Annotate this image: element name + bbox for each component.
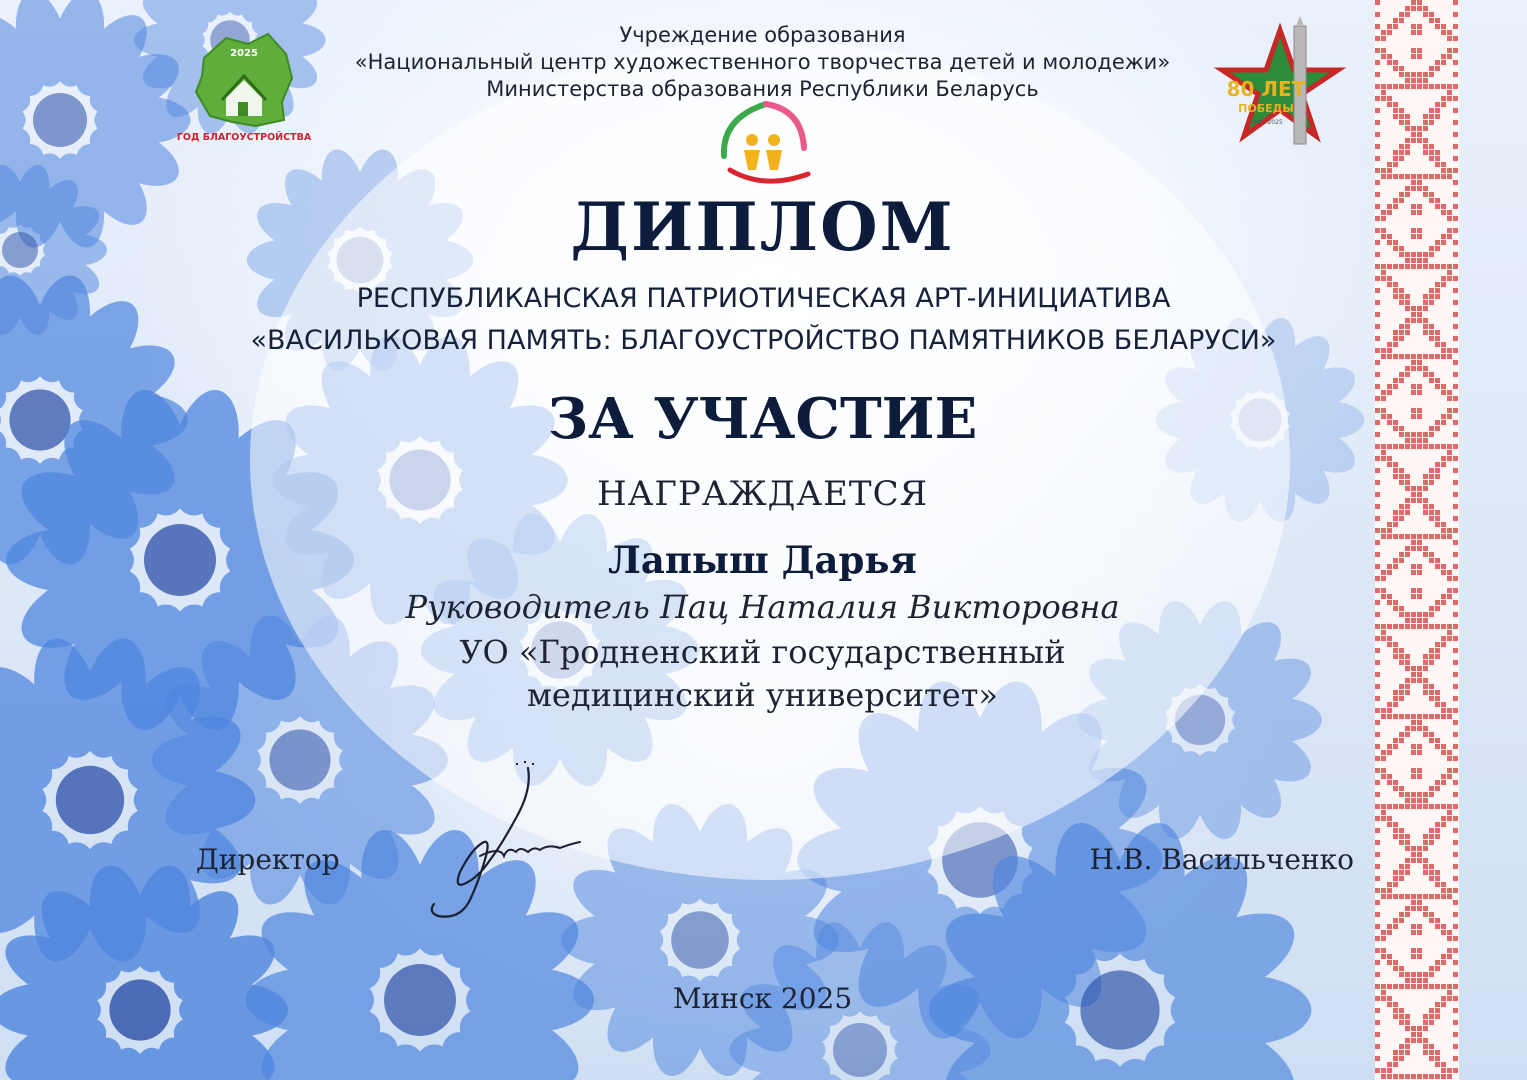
logo-years-text: 1945–2025 [1249,119,1283,126]
logo-victory-text: ПОБЕДЫ [1238,102,1294,115]
logo-year-text: 2025 [230,48,258,59]
logo-80-text: 80 ЛЕТ [1226,77,1306,101]
year-of-improvement-logo [176,28,312,146]
award-category: ЗА УЧАСТИЕ [547,386,978,452]
initiative-line-1: РЕСПУБЛИКАНСКАЯ ПАТРИОТИЧЕСКАЯ АРТ-ИНИЦИАТИВА [356,283,1171,314]
diploma-title: ДИПЛОМ [570,188,955,266]
victory-80-logo [1210,22,1350,150]
organization-line-1: УО «Гродненский государственный [459,633,1066,671]
ornament-border [1375,0,1459,1080]
header-line-1: Учреждение образования [619,23,906,47]
director-label: Директор [196,843,340,876]
leader-name: Руководитель Пац Наталия Викторовна [405,588,1120,626]
header-line-3: Министерства образования Республики Беларусь [486,77,1039,101]
children-center-logo [712,98,816,190]
header-line-2: «Национальный центр художественного творчества детей и молодежи» [354,50,1171,74]
organization-line-2: медицинский университет» [527,676,998,714]
director-name: Н.В. Васильченко [1089,843,1354,876]
initiative-line-2: «ВАСИЛЬКОВАЯ ПАМЯТЬ: БЛАГОУСТРОЙСТВО ПАМЯТНИКОВ БЕЛАРУСИ» [250,325,1277,356]
recipient-name: Лапыш Дарья [608,538,917,582]
city-year: Минск 2025 [672,982,853,1015]
director-signature [420,760,600,930]
logo-caption-text: ГОД БЛАГОУСТРОЙСТВА [176,132,312,143]
awarded-label: НАГРАЖДАЕТСЯ [596,474,929,514]
